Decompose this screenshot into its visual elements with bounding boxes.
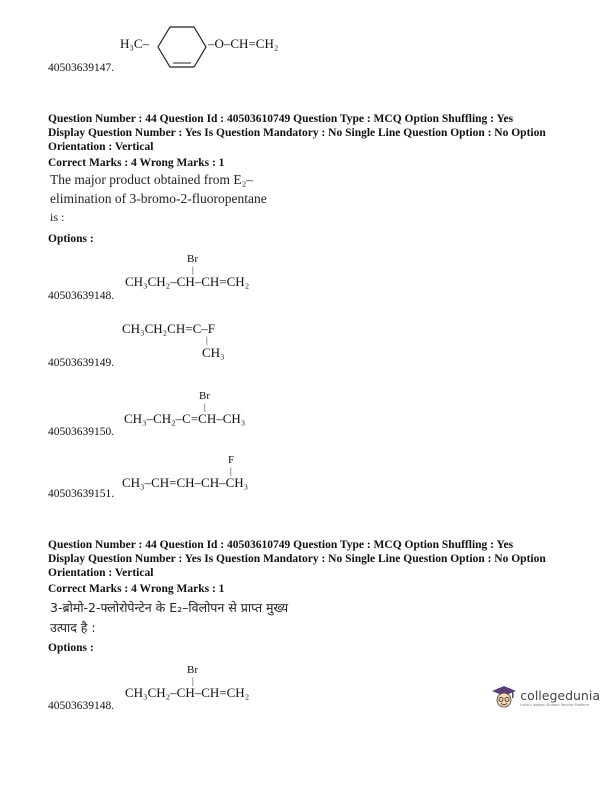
option-structure: Br | CH₃–CH₂–C=CH–CH₃	[124, 390, 246, 426]
graduate-avatar-icon	[491, 684, 517, 710]
question-text-hindi: 3-ब्रोमो-2-फ्लोरोपेन्टेन के E₂–विलोपन से प्राप्त मुख्य उत्पाद है :	[50, 600, 289, 635]
option-id: 40503639149.	[48, 357, 115, 369]
question-text: The major product obtained from E₂– elimination of 3-bromo-2-fluoropentane is :	[50, 172, 267, 224]
benzene-ring-icon	[156, 24, 208, 70]
collegedunia-logo	[491, 684, 600, 710]
structure-left-group: H₃C–	[120, 36, 150, 51]
structure-right-group: –O–CH=CH₂	[208, 36, 279, 51]
logo-tagline: India's largest Student Review Platform	[520, 702, 590, 707]
option-id: 40503639147.	[48, 62, 115, 74]
option-id: 40503639148.	[48, 290, 115, 302]
option-structure: CH₃CH₂CH=C–F | CH₃	[122, 321, 225, 360]
option-structure: F | CH₃–CH=CH–CH–CH₃	[122, 454, 249, 490]
options-label: Options :	[48, 642, 94, 654]
question-meta: Question Number : 44 Question Id : 40503610749 Question Type : MCQ Option Shuffling : Yes Display Question Number : Yes Is Question Mandatory : No Single Line Question Option : No Option Orientation : Vertical Correct Marks : 4 Wrong Marks : 1	[48, 539, 546, 595]
logo-name: collegedunia	[520, 687, 600, 703]
option-id: 40503639148.	[48, 700, 115, 712]
top-structure	[120, 24, 320, 74]
question-meta: Question Number : 44 Question Id : 40503610749 Question Type : MCQ Option Shuffling : Yes Display Question Number : Yes Is Question Mandatory : No Single Line Question Option : No Option Orientation : Vertical Correct Marks : 4 Wrong Marks : 1	[48, 113, 546, 169]
option-structure: Br | CH₃CH₂–CH–CH=CH₂	[125, 253, 250, 289]
options-label: Options :	[48, 233, 94, 245]
option-id: 40503639151.	[48, 488, 115, 500]
option-structure: Br | CH₃CH₂–CH–CH=CH₂	[125, 664, 250, 700]
option-id: 40503639150.	[48, 426, 115, 438]
